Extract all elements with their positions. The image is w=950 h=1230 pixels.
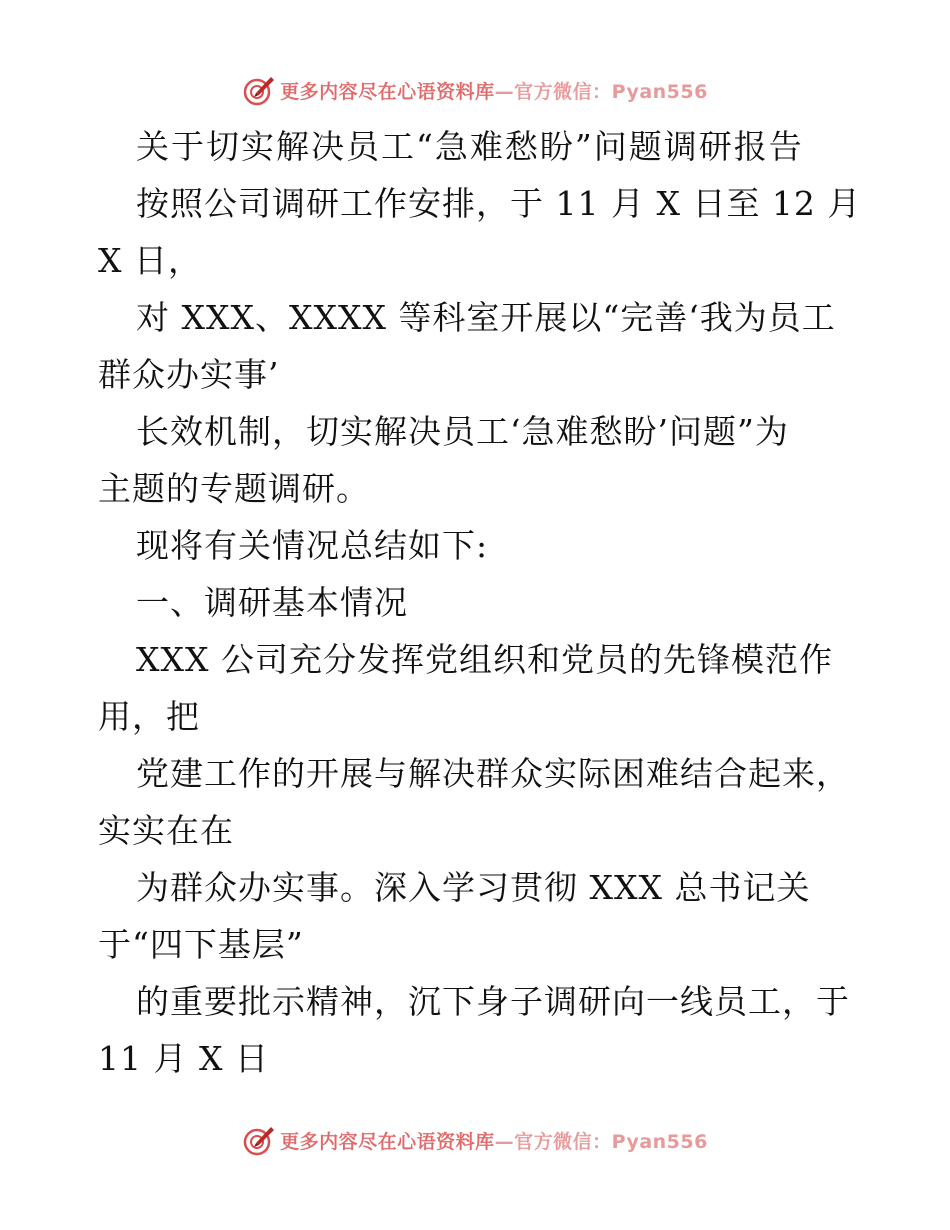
document-body [98,118,868,1087]
text-line: 对 XXX、XXXX 等科室开展以“完善‘我为员工 [136,298,836,337]
banner-text-secondary: —官方微信：Pyan556 [494,1130,708,1153]
text-line: 11 月 X 日 [98,1039,269,1078]
banner-text-primary: 更多内容尽在心语资料库 [280,80,495,103]
banner-text-secondary: —官方微信：Pyan556 [494,80,708,103]
text-line: 的重要批示精神，沉下身子调研向一线员工，于 [136,982,850,1021]
text-line: 党建工作的开展与解决群众实际困难结合起来， [136,754,850,793]
banner-text-primary: 更多内容尽在心语资料库 [280,1130,495,1153]
text-line: 用，把 [98,697,200,736]
section-heading: 一、调研基本情况 [136,583,408,622]
text-line: 长效机制，切实解决员工‘急难愁盼’问题”为 [136,412,789,451]
text-line: XXX 公司充分发挥党组织和党员的先锋模范作 [136,640,833,679]
text-line: X 日， [98,241,202,280]
text-line: 现将有关情况总结如下: [136,526,489,565]
text-line: 按照公司调研工作安排，于 11 月 X 日至 12 月 [136,184,862,223]
pen-logo-icon [242,73,276,107]
text-line: 群众办实事’ [98,355,280,394]
text-line: 为群众办实事。深入学习贯彻 XXX 总书记关 [136,868,811,907]
header-banner [0,70,950,110]
text-line: 主题的专题调研。 [98,469,370,508]
document-title: 关于切实解决员工“急难愁盼”问题调研报告 [136,127,804,166]
text-line: 实实在在 [98,811,234,850]
pen-logo-icon [242,1123,276,1157]
text-line: 于“四下基层” [98,925,304,964]
footer-banner [0,1120,950,1160]
